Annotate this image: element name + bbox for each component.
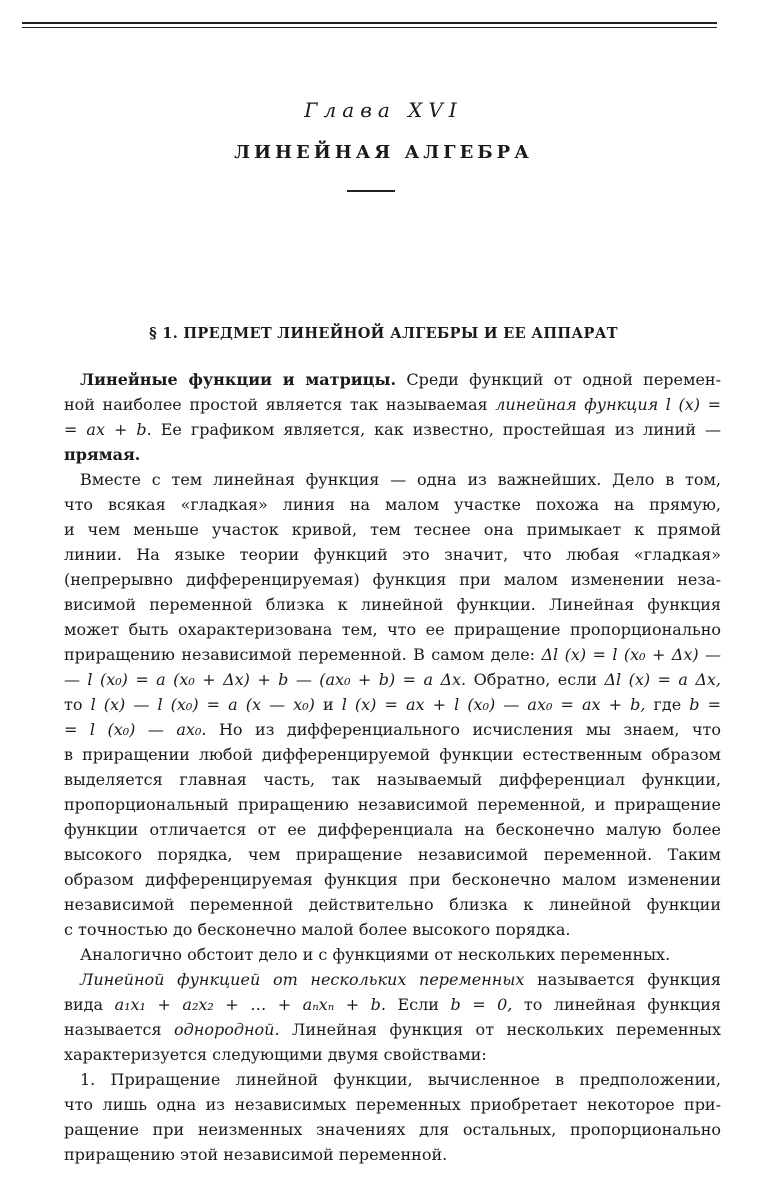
p1-line-1: [64, 367, 721, 392]
p3-line-1: [64, 942, 721, 967]
p5-l1: 1. Приращение линейной функции, вычисленное в предположении,: [80, 1070, 721, 1089]
p1-l1-rest: Среди функций от одной перемен-: [406, 370, 721, 389]
p4-l1-italic: Линейной функцией от нескольких переменных: [80, 970, 525, 989]
p2-line-6: висимой переменной близка к линейной функции. Линейная функция: [64, 595, 721, 614]
p1-line-2: [64, 392, 721, 417]
p2-line-4: линии. На языке теории функций это значит, что любая «гладкая»: [64, 545, 721, 564]
p2-l1: Вместе с тем линейная функция — одна из важнейших. Дело в том,: [80, 470, 721, 489]
p2-line-18: независимой переменной действительно близка к линейной функции: [64, 895, 721, 914]
p2-line-13: выделяется главная часть, так называемый дифференциал функции,: [64, 770, 721, 789]
p2-l10-formula2: l (x) = ax + l (x₀) — ax₀ = ax + b,: [341, 695, 646, 714]
p2-line-16: высокого порядка, чем приращение независимой переменной. Таким: [64, 845, 721, 864]
top-rule-thin: [22, 27, 717, 28]
p1-line-4: [64, 442, 721, 467]
p2-l10-to: то: [64, 695, 83, 714]
p2-line-8: [64, 642, 721, 667]
p2-l11-formula: = l (x₀) — ax₀.: [64, 720, 207, 739]
chapter-title: ЛИНЕЙНАЯ АЛГЕБРА: [234, 142, 533, 163]
p4-l1-rest: называется функция: [537, 970, 721, 989]
p2-line-10: [64, 692, 721, 717]
p1-l4: прямая.: [64, 445, 141, 464]
p5-line-1: [64, 1067, 721, 1092]
p2-line-14: пропорциональный приращению независимой переменной, и приращение: [64, 795, 721, 814]
p2-line-19: с точностью до бесконечно малой более высокого порядка.: [64, 920, 571, 939]
p2-line-7: может быть охарактеризована тем, что ее приращение пропорционально: [64, 620, 721, 639]
p2-line-3: и чем меньше участок кривой, тем теснее она примыкает к прямой: [64, 520, 721, 539]
p1-l2a: ной наиболее простой является так называемая: [64, 395, 496, 414]
p2-l10-formula3: b =: [689, 695, 722, 714]
p2-line-2: что всякая «гладкая» линия на малом участке похожа на прямую,: [64, 495, 721, 514]
p2-line-5: (непрерывно дифференцируемая) функция при малом изменении неза-: [64, 570, 721, 589]
p4-l3-rest: Линейная функция от нескольких переменных: [291, 1020, 721, 1039]
p1-l2-formula: l (x) =: [665, 395, 721, 414]
p4-l3-italic: однородной.: [174, 1020, 280, 1039]
p4-l2-formula: a₁x₁ + a₂x₂ + … + aₙxₙ + b.: [114, 995, 386, 1014]
p4-l2-rest: то линейная функция: [523, 995, 721, 1014]
p2-l10-formula1: l (x) — l (x₀) = a (x — x₀): [90, 695, 315, 714]
p2-l10-where: где: [653, 695, 682, 714]
p1-l2-italic: линейная функция: [495, 395, 659, 414]
p4-l3-text: называется: [64, 1020, 162, 1039]
p1-line-3: [64, 417, 721, 442]
p4-line-4: характеризуется следующими двумя свойствами:: [64, 1045, 487, 1064]
p1-l3-formula: = ax + b.: [64, 420, 152, 439]
p4-line-2: [64, 992, 721, 1017]
title-divider: [347, 190, 395, 192]
section-title: § 1. ПРЕДМЕТ ЛИНЕЙНОЙ АЛГЕБРЫ И ЕЕ АППАРАТ: [149, 325, 618, 342]
p2-l8-text: приращению независимой переменной. В самом деле:: [64, 645, 536, 664]
p2-l9-text: Обратно, если: [473, 670, 598, 689]
p2-l9-formula2: Δl (x) = a Δx,: [604, 670, 722, 689]
p4-line-3: [64, 1017, 721, 1042]
p1-l3-rest: Ее графиком является, как известно, простейшая из линий —: [160, 420, 722, 439]
p2-l11-text: Но из дифференциального исчисления мы знаем, что: [218, 720, 722, 739]
p5-line-4: приращению этой независимой переменной.: [64, 1145, 448, 1164]
p3-text: Аналогично обстоит дело и с функциями от нескольких переменных.: [80, 945, 671, 964]
chapter-label: Глава XVI: [304, 98, 463, 122]
p2-line-11: [64, 717, 721, 742]
p1-heading: Линейные функции и матрицы.: [80, 370, 397, 389]
p4-l2-text: вида: [64, 995, 104, 1014]
p4-l2-if: Если: [397, 995, 439, 1014]
p2-line-1: [64, 467, 721, 492]
p4-line-1: [64, 967, 721, 992]
p2-line-9: [64, 667, 721, 692]
p4-l2-formula2: b = 0,: [450, 995, 513, 1014]
top-rule: [22, 22, 717, 24]
body-text: [64, 367, 721, 1167]
p2-line-15: функции отличается от ее дифференциала на бесконечно малую более: [64, 820, 721, 839]
p5-line-2: что лишь одна из независимых переменных приобретает некоторое при-: [64, 1095, 721, 1114]
p2-l8-formula: Δl (x) = l (x₀ + Δx) —: [541, 645, 721, 664]
p2-l10-and: и: [322, 695, 334, 714]
p2-line-17: образом дифференцируемая функция при бесконечно малом изменении: [64, 870, 721, 889]
p2-line-12: в приращении любой дифференцируемой функции естественным образом: [64, 745, 721, 764]
p5-line-3: ращение при неизменных значениях для остальных, пропорционально: [64, 1120, 721, 1139]
p2-l9-formula: — l (x₀) = a (x₀ + Δx) + b — (ax₀ + b) = a Δx.: [64, 670, 467, 689]
